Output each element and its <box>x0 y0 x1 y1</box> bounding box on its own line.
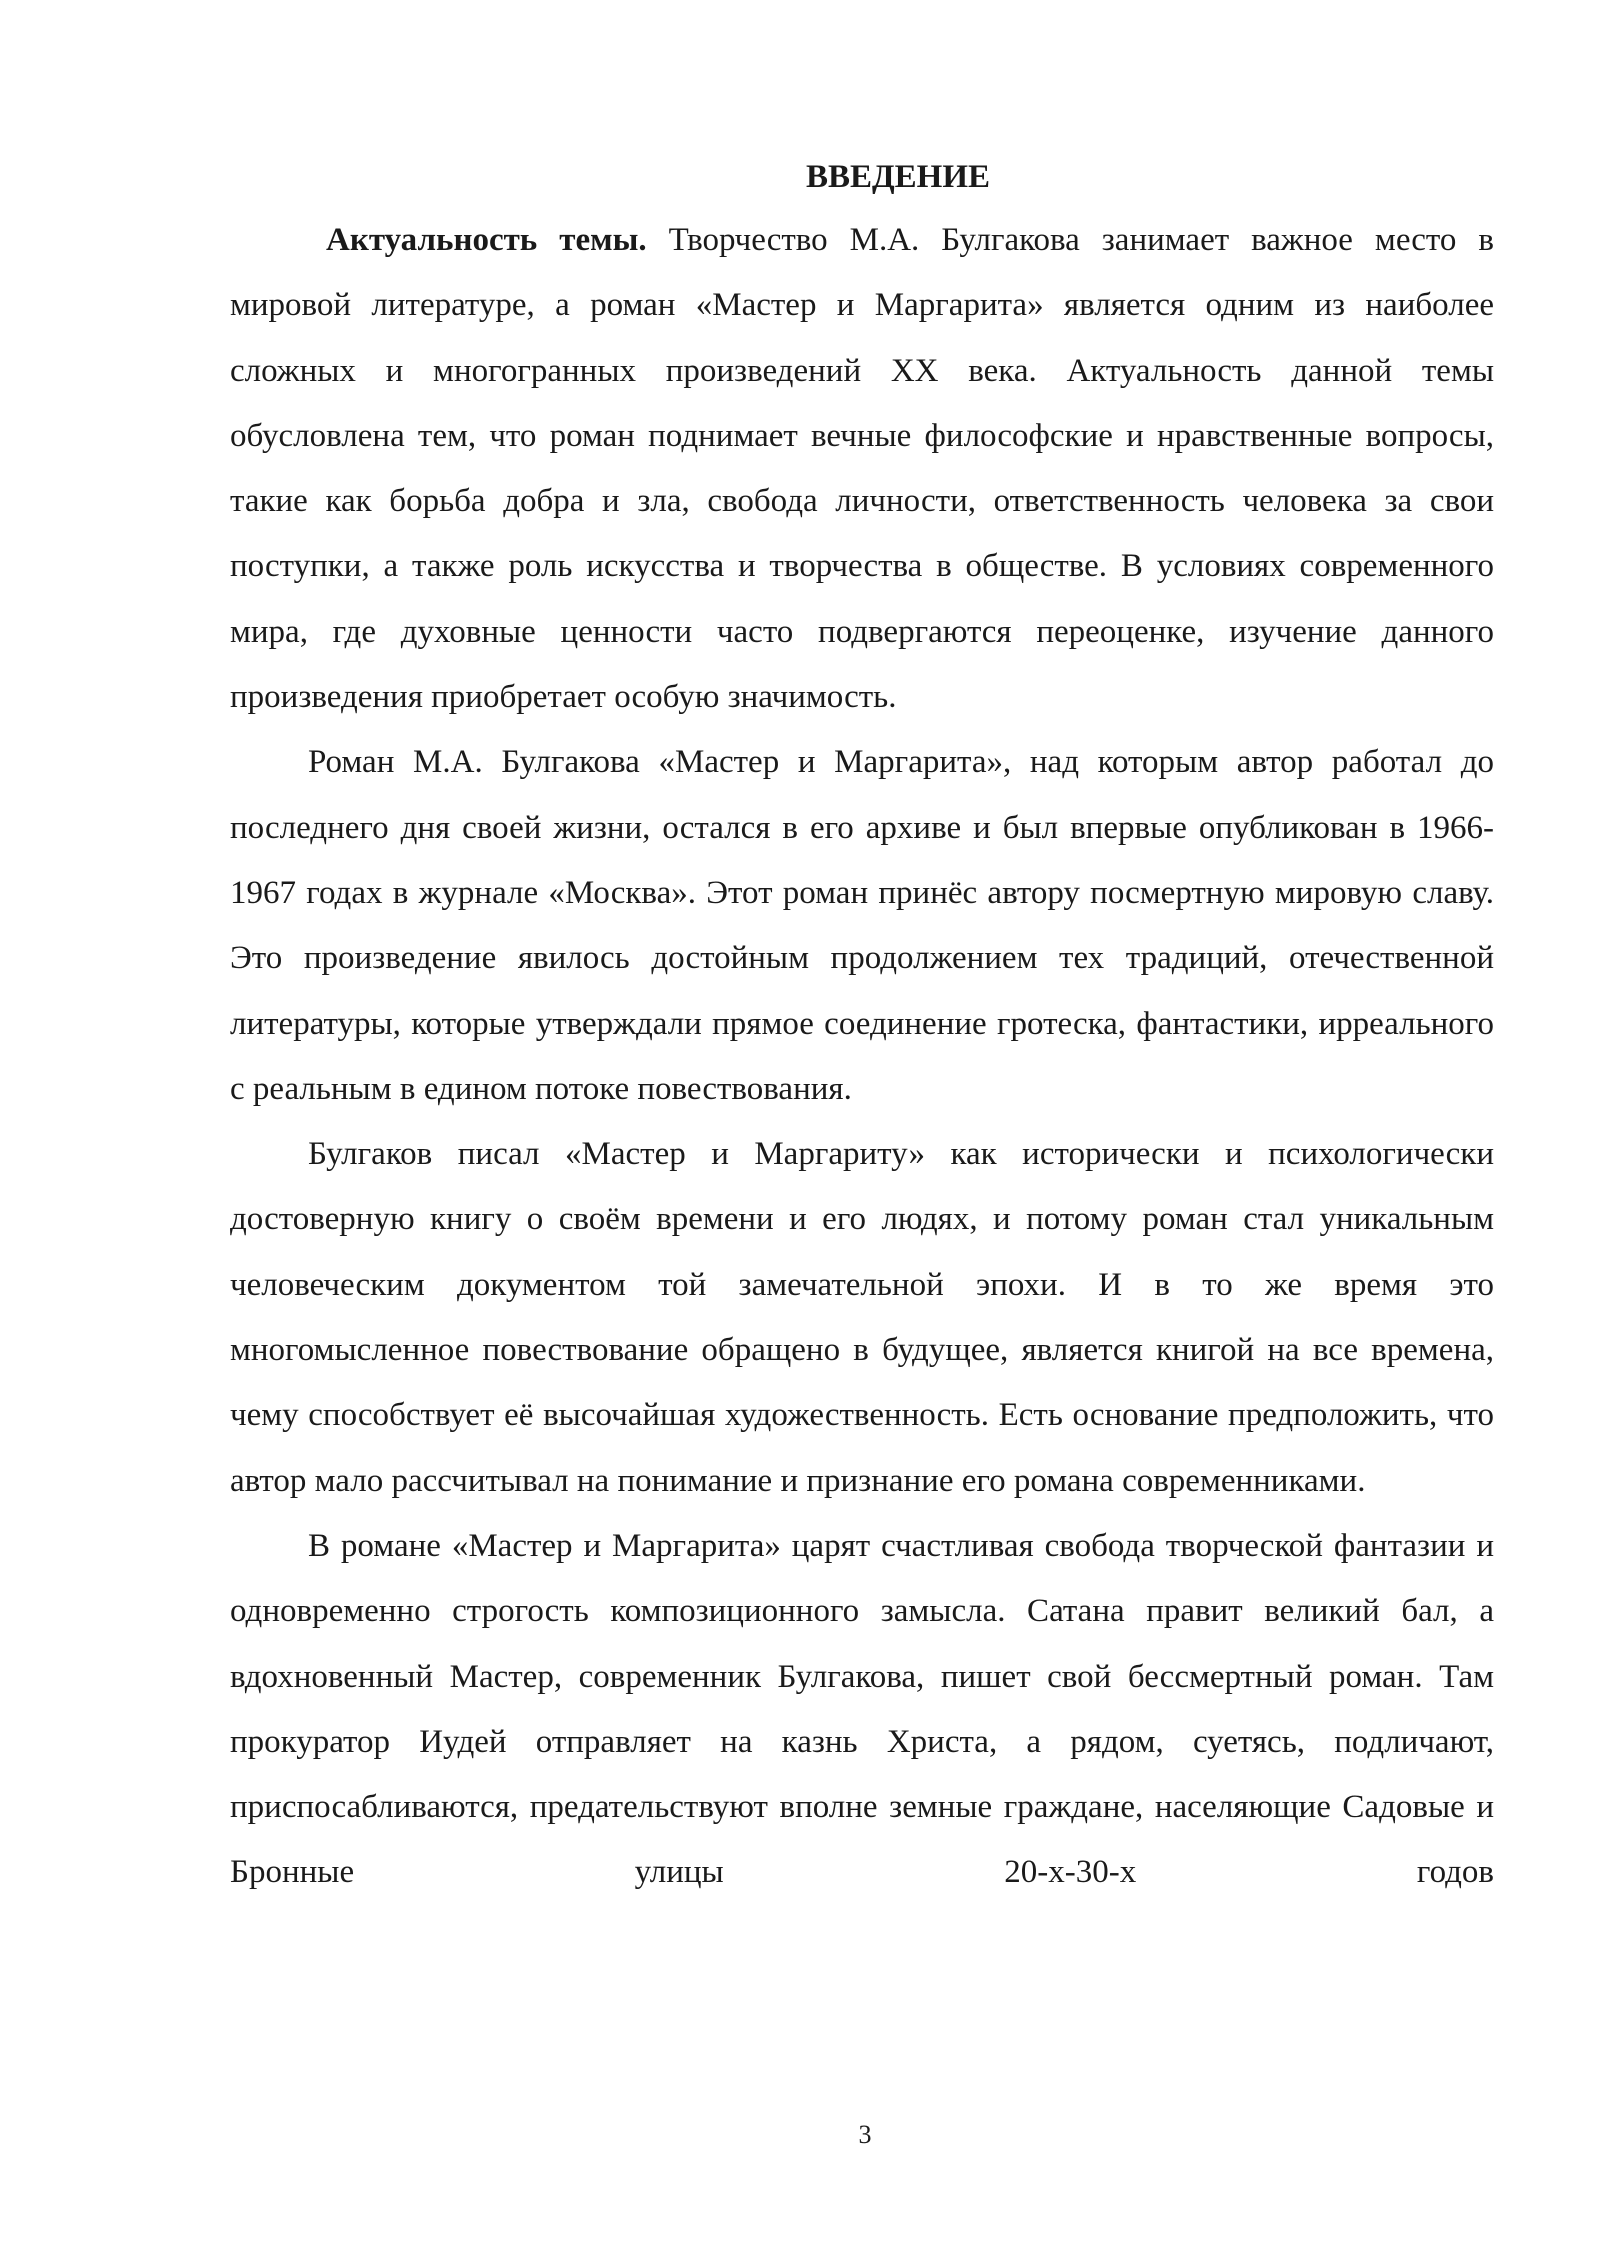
paragraph-text: Роман М.А. Булгакова «Мастер и Маргарита», над которым автор работал до последнего дня своей жизни, остался в его архиве и был впервые опубликован в 1966-1967 годах в журнале «Москва». Этот роман принёс автору посмертную мировую славу. Это произведение явилось достойным продолжением тех традиций, отечественной литературы, которые утверждали прямое соединение гротеска, фантастики, ирреального с реальным в едином потоке повествования. <box>230 744 1494 1107</box>
paragraph-lead: Актуальность темы. <box>326 222 647 258</box>
paragraph-text: Творчество М.А. Булгакова занимает важное место в мировой литературе, а роман «Мастер и Маргарита» является одним из наиболее сложных и многогранных произведений XX века. Актуальность данной темы обусловлена тем, что роман поднимает вечные философские и нравственные вопросы, такие как борьба добра и зла, свобода личности, ответственность человека за свои поступки, а также роль искусства и творчества в обществе. В условиях современного мира, где духовные ценности часто подвергаются переоценке, изучение данного произведения приобретает особую значимость. <box>230 222 1494 716</box>
paragraph-text: Булгаков писал «Мастер и Маргариту» как исторически и психологически достоверную книгу о своём времени и его людях, и потому роман стал уникальным человеческим документом той замечательной эпохи. И в то же время это многомысленное повествование обращено в будущее, является книгой на все времена, чему способствует её высочайшая художественность. Есть основание предположить, что автор мало рассчитывал на понимание и признание его романа современниками. <box>230 1136 1494 1499</box>
page-number: 3 <box>858 2120 872 2149</box>
paragraph-composition <box>230 1514 1494 1906</box>
paragraph-text: В романе «Мастер и Маргарита» царят счастливая свобода творческой фантазии и одновременно строгость композиционного замысла. Сатана правит великий бал, а вдохновенный Мастер, современник Булгакова, пишет свой бессмертный роман. Там прокуратор Иудей отправляет на казнь Христа, а рядом, суетясь, подличают, приспосабливаются, предательствуют вполне земные граждане, населяющие Садовые и Бронные улицы 20-х-30-х годов <box>230 1527 1494 1891</box>
paragraph-publication <box>230 730 1494 1122</box>
section-heading: ВВЕДЕНИЕ <box>805 159 991 195</box>
page-content <box>230 146 1494 1906</box>
paragraph-relevance <box>230 208 1494 730</box>
paragraph-historical <box>230 1122 1494 1514</box>
